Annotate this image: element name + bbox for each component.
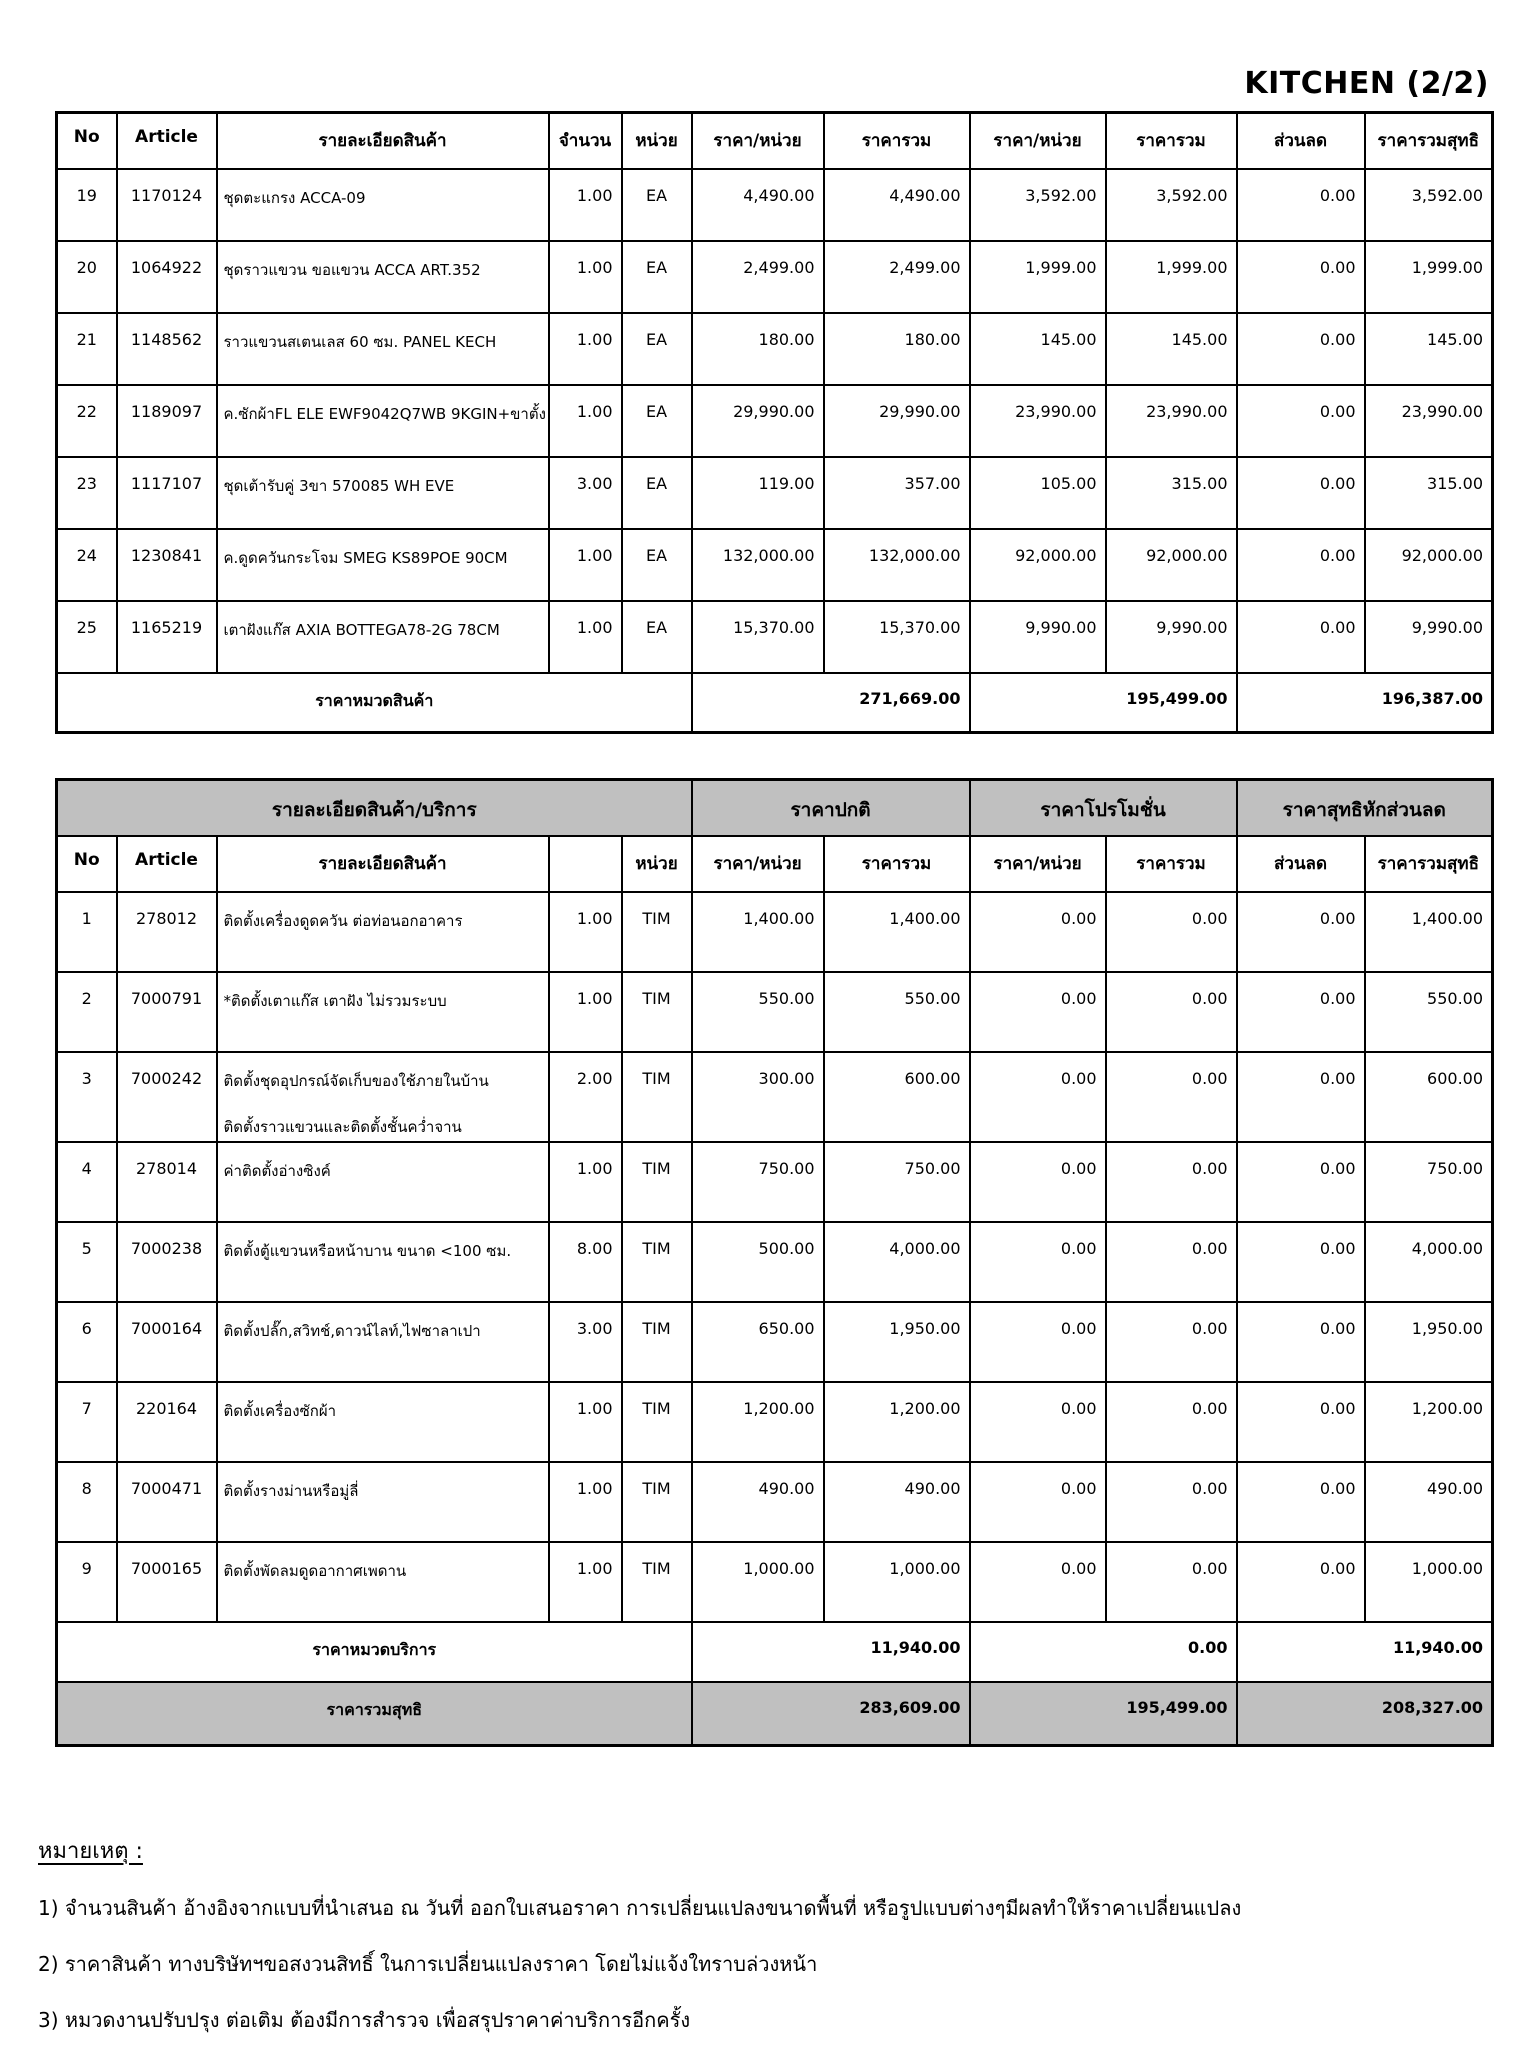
cell-article: 278012 — [117, 892, 217, 972]
service-row — [57, 1302, 1493, 1382]
col-header-no: No — [57, 113, 117, 169]
cell-net: 1,200.00 — [1365, 1382, 1493, 1462]
cell-promo-total: 0.00 — [1106, 1462, 1237, 1542]
cell-discount: 0.00 — [1237, 1222, 1365, 1302]
cell-price-unit: 119.00 — [692, 457, 824, 529]
product-row — [57, 169, 1493, 241]
group-header-normal-price: ราคาปกติ — [692, 780, 970, 836]
cell-net: 3,592.00 — [1365, 169, 1493, 241]
services-header-row — [57, 836, 1493, 892]
products-total-normal: 271,669.00 — [692, 673, 970, 733]
cell-promo-unit: 0.00 — [970, 1142, 1106, 1222]
cell-article: 7000242 — [117, 1052, 217, 1142]
service-row — [57, 1382, 1493, 1462]
cell-description — [217, 1382, 549, 1462]
note-line-3: 3) หมวดงานปรับปรุง ต่อเติม ต้องมีการสำรวจ เพื่อสรุปราคาค่าบริการอีกครั้ง — [38, 2008, 691, 2032]
cell-discount: 0.00 — [1237, 169, 1365, 241]
cell-price-total: 750.00 — [824, 1142, 970, 1222]
col-header-price-unit: ราคา/หน่วย — [692, 836, 824, 892]
cell-discount: 0.00 — [1237, 972, 1365, 1052]
cell-unit: EA — [622, 457, 692, 529]
cell-qty: 1.00 — [549, 892, 622, 972]
service-row — [57, 972, 1493, 1052]
cell-no: 1 — [57, 892, 117, 972]
cell-net: 23,990.00 — [1365, 385, 1493, 457]
cell-discount: 0.00 — [1237, 241, 1365, 313]
cell-qty: 1.00 — [549, 529, 622, 601]
cell-promo-total: 0.00 — [1106, 1222, 1237, 1302]
cell-qty: 1.00 — [549, 972, 622, 1052]
description-line-1: *ติดตั้งเตาแก๊ส เตาฝัง ไม่รวมระบบ — [223, 991, 447, 1010]
cell-unit: TIM — [622, 1382, 692, 1462]
cell-promo-unit: 9,990.00 — [970, 601, 1106, 673]
group-header-net-after-discount: ราคาสุทธิหักส่วนลด — [1237, 780, 1493, 836]
cell-promo-total: 1,999.00 — [1106, 241, 1237, 313]
service-row — [57, 1222, 1493, 1302]
cell-article: 1165219 — [117, 601, 217, 673]
cell-no: 2 — [57, 972, 117, 1052]
grand-total-net: 208,327.00 — [1237, 1682, 1493, 1746]
grand-total-row — [57, 1682, 1493, 1746]
cell-qty: 1.00 — [549, 601, 622, 673]
cell-no: 22 — [57, 385, 117, 457]
cell-price-unit: 180.00 — [692, 313, 824, 385]
product-row — [57, 457, 1493, 529]
cell-promo-total: 0.00 — [1106, 1382, 1237, 1462]
cell-article: 7000238 — [117, 1222, 217, 1302]
services-subtotal-normal: 11,940.00 — [692, 1622, 970, 1682]
cell-price-unit: 650.00 — [692, 1302, 824, 1382]
cell-no: 3 — [57, 1052, 117, 1142]
description-line-2: ติดตั้งราวแขวนและติดตั้งชั้นคว่ำจาน — [223, 1117, 462, 1136]
cell-description: ชุดตะแกรง ACCA-09 — [217, 169, 549, 241]
cell-promo-unit: 0.00 — [970, 1222, 1106, 1302]
service-row — [57, 1052, 1493, 1142]
col-header-price-total: ราคารวม — [824, 836, 970, 892]
col-header-discount: ส่วนลด — [1237, 113, 1365, 169]
description-line-1: ติดตั้งรางม่านหรือมู่ลี่ — [223, 1481, 359, 1500]
cell-net: 92,000.00 — [1365, 529, 1493, 601]
cell-price-unit: 1,200.00 — [692, 1382, 824, 1462]
cell-description: ค.ซักผ้าFL ELE EWF9042Q7WB 9KGIN+ขาตั้ง — [217, 385, 549, 457]
cell-price-unit: 1,000.00 — [692, 1542, 824, 1622]
cell-net: 315.00 — [1365, 457, 1493, 529]
col-header-article: Article — [117, 113, 217, 169]
cell-qty: 2.00 — [549, 1052, 622, 1142]
cell-price-total: 550.00 — [824, 972, 970, 1052]
cell-promo-unit: 145.00 — [970, 313, 1106, 385]
cell-description — [217, 1142, 549, 1222]
cell-article: 1230841 — [117, 529, 217, 601]
cell-promo-unit: 105.00 — [970, 457, 1106, 529]
cell-promo-unit: 92,000.00 — [970, 529, 1106, 601]
cell-description — [217, 1222, 549, 1302]
cell-qty: 1.00 — [549, 169, 622, 241]
cell-qty: 1.00 — [549, 1142, 622, 1222]
cell-unit: TIM — [622, 1302, 692, 1382]
cell-price-total: 180.00 — [824, 313, 970, 385]
cell-price-total: 600.00 — [824, 1052, 970, 1142]
cell-description — [217, 1302, 549, 1382]
cell-article: 7000164 — [117, 1302, 217, 1382]
services-subtotal-promo: 0.00 — [970, 1622, 1237, 1682]
cell-price-total: 4,000.00 — [824, 1222, 970, 1302]
cell-unit: TIM — [622, 1222, 692, 1302]
cell-discount: 0.00 — [1237, 601, 1365, 673]
cell-price-total: 29,990.00 — [824, 385, 970, 457]
cell-unit: EA — [622, 313, 692, 385]
cell-promo-unit: 23,990.00 — [970, 385, 1106, 457]
cell-price-total: 132,000.00 — [824, 529, 970, 601]
description-line-1: ติดตั้งตู้แขวนหรือหน้าบาน ขนาด <100 ซม. — [223, 1241, 512, 1260]
cell-unit: EA — [622, 241, 692, 313]
note-line-2: 2) ราคาสินค้า ทางบริษัทฯขอสงวนสิทธิ์ ในการเปลี่ยนแปลงราคา โดยไม่แจ้งใทราบล่วงหน้า — [38, 1952, 818, 1976]
cell-article: 220164 — [117, 1382, 217, 1462]
cell-unit: TIM — [622, 892, 692, 972]
cell-qty: 1.00 — [549, 1382, 622, 1462]
notes-title: หมายเหตุ : — [38, 1839, 143, 1864]
col-header-promo-unit: ราคา/หน่วย — [970, 113, 1106, 169]
cell-qty: 1.00 — [549, 241, 622, 313]
cell-price-unit: 1,400.00 — [692, 892, 824, 972]
cell-no: 21 — [57, 313, 117, 385]
col-header-promo-total: ราคารวม — [1106, 836, 1237, 892]
cell-price-unit: 2,499.00 — [692, 241, 824, 313]
cell-unit: TIM — [622, 1142, 692, 1222]
cell-article: 1064922 — [117, 241, 217, 313]
cell-description — [217, 1462, 549, 1542]
cell-unit: TIM — [622, 972, 692, 1052]
cell-description: เตาฝังแก๊ส AXIA BOTTEGA78-2G 78CM — [217, 601, 549, 673]
cell-promo-total: 0.00 — [1106, 1542, 1237, 1622]
group-header-items-services: รายละเอียดสินค้า/บริการ — [57, 780, 692, 836]
cell-description: ชุดราวแขวน ขอแขวน ACCA ART.352 — [217, 241, 549, 313]
cell-no: 25 — [57, 601, 117, 673]
cell-net: 9,990.00 — [1365, 601, 1493, 673]
cell-description — [217, 892, 549, 972]
cell-article: 7000791 — [117, 972, 217, 1052]
cell-unit: EA — [622, 601, 692, 673]
cell-no: 4 — [57, 1142, 117, 1222]
product-row — [57, 385, 1493, 457]
grand-total-label: ราคารวมสุทธิ — [57, 1682, 692, 1746]
cell-net: 550.00 — [1365, 972, 1493, 1052]
product-row — [57, 601, 1493, 673]
cell-net: 145.00 — [1365, 313, 1493, 385]
cell-price-unit: 550.00 — [692, 972, 824, 1052]
cell-no: 7 — [57, 1382, 117, 1462]
cell-article: 1117107 — [117, 457, 217, 529]
services-subtotal-net: 11,940.00 — [1237, 1622, 1493, 1682]
cell-discount: 0.00 — [1237, 385, 1365, 457]
cell-price-unit: 750.00 — [692, 1142, 824, 1222]
service-row — [57, 1142, 1493, 1222]
cell-price-total: 2,499.00 — [824, 241, 970, 313]
note-line-1: 1) จำนวนสินค้า อ้างอิงจากแบบที่นำเสนอ ณ วันที่ ออกใบเสนอราคา การเปลี่ยนแปลงขนาดพื้นที่ หรือรูปแบบต่างๆมีผลทำให้ราคาเปลี่ยนแปลง — [38, 1896, 1242, 1920]
description-line-1: ค่าติดตั้งอ่างซิงค์ — [223, 1161, 331, 1180]
cell-promo-total: 3,592.00 — [1106, 169, 1237, 241]
cell-promo-total: 0.00 — [1106, 1052, 1237, 1142]
cell-article: 1148562 — [117, 313, 217, 385]
description-line-1: ติดตั้งเครื่องซักผ้า — [223, 1401, 337, 1420]
cell-qty: 8.00 — [549, 1222, 622, 1302]
cell-no: 9 — [57, 1542, 117, 1622]
services-group-header-row — [57, 780, 1493, 836]
cell-discount: 0.00 — [1237, 529, 1365, 601]
cell-price-total: 4,490.00 — [824, 169, 970, 241]
cell-article: 1170124 — [117, 169, 217, 241]
col-header-description: รายละเอียดสินค้า — [217, 836, 549, 892]
cell-promo-total: 145.00 — [1106, 313, 1237, 385]
products-table — [55, 111, 1494, 734]
cell-qty: 3.00 — [549, 457, 622, 529]
service-row — [57, 1462, 1493, 1542]
services-table — [55, 778, 1494, 1747]
cell-net: 1,950.00 — [1365, 1302, 1493, 1382]
cell-price-total: 1,950.00 — [824, 1302, 970, 1382]
cell-unit: TIM — [622, 1052, 692, 1142]
cell-net: 1,999.00 — [1365, 241, 1493, 313]
col-header-price-unit: ราคา/หน่วย — [692, 113, 824, 169]
cell-price-unit: 15,370.00 — [692, 601, 824, 673]
cell-unit: EA — [622, 169, 692, 241]
cell-net: 750.00 — [1365, 1142, 1493, 1222]
col-header-no: No — [57, 836, 117, 892]
products-total-label: ราคาหมวดสินค้า — [57, 673, 692, 733]
description-line-1: ติดตั้งพัดลมดูดอากาศเพดาน — [223, 1561, 407, 1580]
cell-unit: TIM — [622, 1542, 692, 1622]
cell-promo-unit: 0.00 — [970, 892, 1106, 972]
cell-price-total: 1,000.00 — [824, 1542, 970, 1622]
cell-article: 1189097 — [117, 385, 217, 457]
cell-promo-unit: 0.00 — [970, 972, 1106, 1052]
cell-discount: 0.00 — [1237, 1302, 1365, 1382]
cell-promo-total: 23,990.00 — [1106, 385, 1237, 457]
cell-promo-unit: 1,999.00 — [970, 241, 1106, 313]
cell-article: 278014 — [117, 1142, 217, 1222]
cell-article: 7000165 — [117, 1542, 217, 1622]
description-line-1: ติดตั้งปลั๊ก,สวิทช์,ดาวน์ไลท์,ไฟซาลาเปา — [223, 1321, 481, 1340]
cell-net: 1,000.00 — [1365, 1542, 1493, 1622]
cell-price-unit: 490.00 — [692, 1462, 824, 1542]
col-header-price-total: ราคารวม — [824, 113, 970, 169]
cell-discount: 0.00 — [1237, 1462, 1365, 1542]
col-header-net: ราคารวมสุทธิ — [1365, 113, 1493, 169]
cell-promo-total: 0.00 — [1106, 972, 1237, 1052]
cell-price-unit: 4,490.00 — [692, 169, 824, 241]
cell-discount: 0.00 — [1237, 892, 1365, 972]
col-header-promo-unit: ราคา/หน่วย — [970, 836, 1106, 892]
cell-no: 8 — [57, 1462, 117, 1542]
service-row — [57, 1542, 1493, 1622]
group-header-promo-price: ราคาโปรโมชั่น — [970, 780, 1237, 836]
cell-no: 19 — [57, 169, 117, 241]
cell-price-unit: 132,000.00 — [692, 529, 824, 601]
product-row — [57, 313, 1493, 385]
cell-promo-unit: 0.00 — [970, 1302, 1106, 1382]
cell-price-total: 1,200.00 — [824, 1382, 970, 1462]
cell-no: 6 — [57, 1302, 117, 1382]
cell-description — [217, 1542, 549, 1622]
cell-description — [217, 1052, 549, 1142]
cell-net: 490.00 — [1365, 1462, 1493, 1542]
cell-discount: 0.00 — [1237, 313, 1365, 385]
notes-section — [38, 1833, 1491, 2036]
services-subtotal-row — [57, 1622, 1493, 1682]
cell-unit: TIM — [622, 1462, 692, 1542]
cell-promo-unit: 0.00 — [970, 1462, 1106, 1542]
products-total-promo: 195,499.00 — [970, 673, 1237, 733]
col-header-net: ราคารวมสุทธิ — [1365, 836, 1493, 892]
products-total-row — [57, 673, 1493, 733]
cell-qty: 1.00 — [549, 1462, 622, 1542]
description-line-1: ติดตั้งชุดอุปกรณ์จัดเก็บของใช้ภายในบ้าน — [223, 1071, 489, 1090]
cell-no: 23 — [57, 457, 117, 529]
cell-price-unit: 500.00 — [692, 1222, 824, 1302]
cell-price-total: 15,370.00 — [824, 601, 970, 673]
cell-unit: EA — [622, 385, 692, 457]
cell-promo-unit: 0.00 — [970, 1052, 1106, 1142]
cell-description — [217, 972, 549, 1052]
cell-price-total: 357.00 — [824, 457, 970, 529]
product-row — [57, 529, 1493, 601]
cell-promo-total: 0.00 — [1106, 1142, 1237, 1222]
cell-net: 4,000.00 — [1365, 1222, 1493, 1302]
cell-qty: 1.00 — [549, 385, 622, 457]
products-header-row — [57, 113, 1493, 169]
cell-promo-unit: 0.00 — [970, 1382, 1106, 1462]
grand-total-normal: 283,609.00 — [692, 1682, 970, 1746]
col-header-qty: จำนวน — [549, 113, 622, 169]
cell-qty: 3.00 — [549, 1302, 622, 1382]
product-row — [57, 241, 1493, 313]
col-header-article: Article — [117, 836, 217, 892]
service-row — [57, 892, 1493, 972]
cell-article: 7000471 — [117, 1462, 217, 1542]
cell-qty: 1.00 — [549, 313, 622, 385]
col-header-description: รายละเอียดสินค้า — [217, 113, 549, 169]
cell-no: 20 — [57, 241, 117, 313]
cell-net: 600.00 — [1365, 1052, 1493, 1142]
cell-net: 1,400.00 — [1365, 892, 1493, 972]
cell-description: ชุดเต้ารับคู่ 3ขา 570085 WH EVE — [217, 457, 549, 529]
cell-no: 24 — [57, 529, 117, 601]
cell-promo-total: 9,990.00 — [1106, 601, 1237, 673]
cell-description: ค.ดูดควันกระโจม SMEG KS89POE 90CM — [217, 529, 549, 601]
cell-promo-total: 92,000.00 — [1106, 529, 1237, 601]
cell-price-total: 1,400.00 — [824, 892, 970, 972]
cell-discount: 0.00 — [1237, 1052, 1365, 1142]
cell-discount: 0.00 — [1237, 1142, 1365, 1222]
col-header-qty-blank — [549, 836, 622, 892]
col-header-unit: หน่วย — [622, 113, 692, 169]
cell-description: ราวแขวนสเตนเลส 60 ซม. PANEL KECH — [217, 313, 549, 385]
col-header-discount: ส่วนลด — [1237, 836, 1365, 892]
cell-price-total: 490.00 — [824, 1462, 970, 1542]
page-title: KITCHEN (2/2) — [1244, 66, 1489, 101]
cell-discount: 0.00 — [1237, 457, 1365, 529]
col-header-promo-total: ราคารวม — [1106, 113, 1237, 169]
cell-promo-unit: 3,592.00 — [970, 169, 1106, 241]
grand-total-promo: 195,499.00 — [970, 1682, 1237, 1746]
cell-promo-total: 0.00 — [1106, 1302, 1237, 1382]
services-subtotal-label: ราคาหมวดบริการ — [57, 1622, 692, 1682]
description-line-1: ติดตั้งเครื่องดูดควัน ต่อท่อนอกอาคาร — [223, 911, 463, 930]
cell-discount: 0.00 — [1237, 1382, 1365, 1462]
col-header-unit: หน่วย — [622, 836, 692, 892]
cell-promo-unit: 0.00 — [970, 1542, 1106, 1622]
cell-discount: 0.00 — [1237, 1542, 1365, 1622]
products-total-net: 196,387.00 — [1237, 673, 1493, 733]
cell-price-unit: 300.00 — [692, 1052, 824, 1142]
cell-price-unit: 29,990.00 — [692, 385, 824, 457]
cell-no: 5 — [57, 1222, 117, 1302]
cell-unit: EA — [622, 529, 692, 601]
cell-promo-total: 0.00 — [1106, 892, 1237, 972]
cell-qty: 1.00 — [549, 1542, 622, 1622]
cell-promo-total: 315.00 — [1106, 457, 1237, 529]
